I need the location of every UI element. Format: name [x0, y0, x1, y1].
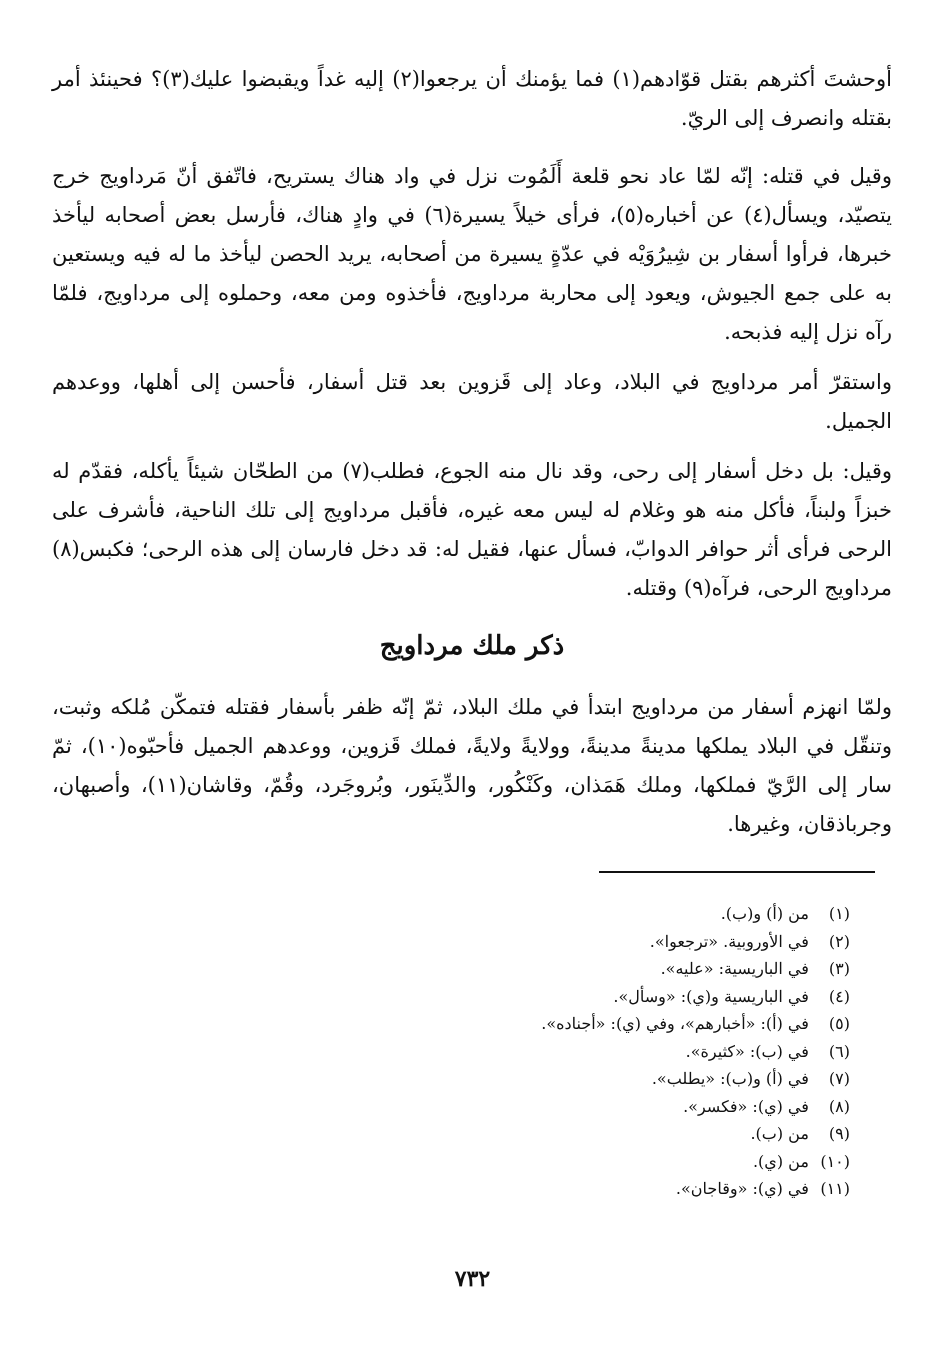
footnote-text: في (أ): «أخبارهم»، وفي (ي): «أجناده».	[541, 1014, 809, 1033]
footnote-number: (١)	[828, 904, 850, 923]
footnote-number: (٢)	[828, 931, 850, 951]
paragraph-3: واستقرّ أمر مرداويج في البلاد، وعاد إلى قَزوين بعد قتل أسفار، فأحسن إلى أهلها، ووعدهم الجميل.	[52, 370, 892, 433]
footnote-text: في (ي): «وقاجان».	[675, 1179, 809, 1198]
footnote-text: من (ي).	[752, 1151, 809, 1171]
footnote-number: (٧)	[828, 1069, 850, 1088]
footnote-9	[90, 1120, 850, 1148]
footnote-10	[90, 1148, 850, 1176]
footnote-text: في الباريسية: «عليه».	[660, 959, 809, 978]
footnote-text: من (أ) و(ب).	[720, 904, 809, 923]
footnote-8	[90, 1093, 850, 1121]
footnote-text: في الباريسية و(ي): «وسأل».	[613, 986, 809, 1006]
footnote-4	[90, 983, 850, 1011]
page-number: ٧٣٢	[454, 1266, 491, 1292]
footnote-text: من (ب).	[750, 1124, 809, 1143]
section-heading: ذكر ملك مرداويج	[379, 631, 565, 661]
footnote-number: (١٠)	[820, 1151, 850, 1171]
footnote-divider	[599, 871, 875, 873]
footnote-text: في (ب): «كثيرة».	[685, 1041, 809, 1061]
paragraph-2: وقيل في قتله: إنّه لمّا عاد نحو قلعة أَلَمُوت نزل في واد هناك يستريح، فاتّفق أنّ مَرداويج خرج يتصيّد، ويسأل(٤) عن أخباره(٥)، فرأى خيلاً يسيرة(٦) في وادٍ هناك، فأرسل بعض أصحابه ليأخذ خبرها، فرأوا أسفار بن شِيرُوَيْه في عدّةٍ يسيرة من أصحابه، يريد الحصن ليأخذ ما له فيه ويستعين به على جمع الجيوش، ويعود إلى محاربة مرداويج، فأخذوه ومن معه، وحملوه إلى مرداويج، فلمّا رآه نزل إليه فذبحه.	[52, 164, 893, 344]
footnote-text: في (أ) و(ب): «يطلب».	[651, 1069, 809, 1088]
footnote-2	[90, 928, 850, 956]
paragraph-1: أوحشتَ أكثرهم بقتل قوّادهم(١) فما يؤمنك أن يرجعوا(٢) إليه غداً ويقبضوا عليك(٣)؟ فحينئذ أمر بقتله وانصرف إلى الريّ.	[52, 67, 892, 130]
footnotes-list	[90, 900, 850, 1203]
paragraph-4: وقيل: بل دخل أسفار إلى رحى، وقد نال منه الجوع، فطلب(٧) من الطحّان شيئاً يأكله، فقدّم له خبزاً ولبناً، فأكل منه هو وغلام له ليس معه غيره، فأقبل مرداويج إلى تلك الناحية، فأشرف على الرحى فرأى أثر حوافر الدوابّ، فسأل عنها، فقيل له: قد دخل فارسان إلى هذه الرحى؛ فكبس(٨) مرداويج الرحى، فرآه(٩) وقتله.	[52, 459, 892, 600]
footnote-number: (٦)	[828, 1041, 850, 1061]
footnote-5	[90, 1010, 850, 1038]
footnote-number: (٤)	[828, 986, 850, 1006]
footnote-6	[90, 1038, 850, 1066]
footnote-number: (١١)	[820, 1179, 850, 1198]
section-paragraph: ولمّا انهزم أسفار من مرداويج ابتدأ في ملك البلاد، ثمّ إنّه ظفر بأسفار فقتله فتمكّن مُلكه وثبت، وتنقّل في البلاد يملكها مدينةً مدينةً، وولايةً ولايةً، فملك قَزوين، ووعدهم الجميل فأحبّوه(١٠)، ثمّ سار إلى الرَّيّ فملكها، وملك هَمَذان، وكَنْكُور، والدِّينَور، وبُروجَرد، وقُمّ، وقاشان(١١)، وأصبهان، وجرباذقان، وغيرها.	[52, 695, 893, 836]
footnote-number: (٨)	[828, 1096, 850, 1116]
footnote-number: (٣)	[828, 959, 850, 978]
footnote-3	[90, 955, 850, 983]
footnote-11	[90, 1175, 850, 1203]
footnote-number: (٥)	[828, 1014, 850, 1033]
footnote-text: في الأوروبية. «ترجعوا».	[649, 931, 809, 951]
footnote-7	[90, 1065, 850, 1093]
footnote-number: (٩)	[828, 1124, 850, 1143]
footnote-text: في (ي): «فكسر».	[683, 1096, 809, 1116]
footnote-1	[90, 900, 850, 928]
